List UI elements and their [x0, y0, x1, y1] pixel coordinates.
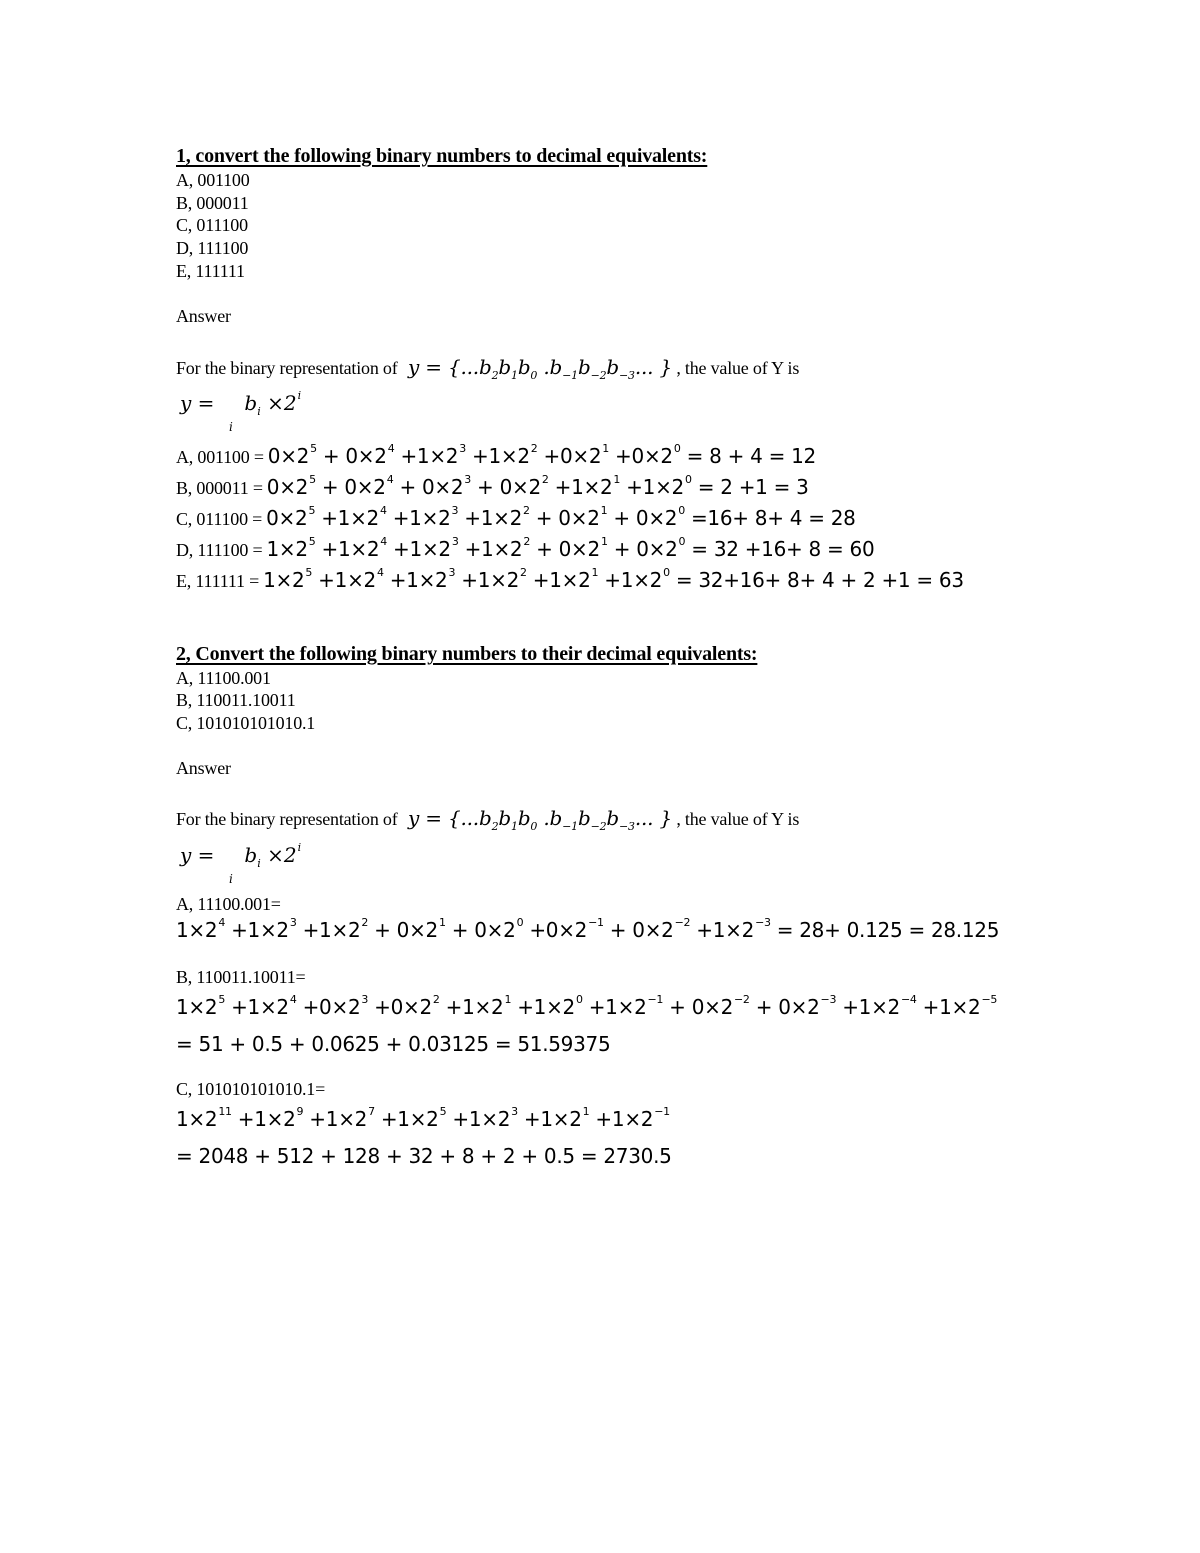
q2-solution-c-expr-1: $1\times 2^{11} +1\times 2^9 +1\times 2^7 +1\times 2^5 +1\times 2^3 +1\times 2^1 +1\times 2^{-1}$	[176, 1105, 670, 1131]
formula-term: $b_i \times 2^i$	[244, 389, 302, 418]
formula-b: b	[244, 843, 258, 867]
formula-lhs: y =	[180, 391, 215, 415]
rep-set-notation: $y = \{...b_2b_1b_0$ $.b_{-1}b_{-2}b_{-3}$... }	[401, 806, 673, 833]
q1-solution-d	[176, 535, 875, 561]
solution-expr: $0\times 2^5 +1\times 2^4 +1\times 2^3 +1\times 2^2 + 0\times 2^1 + 0\times 2^0 =16+ 8+ 4 = 28$	[266, 504, 856, 530]
q2-heading: 2, Convert the following binary numbers to their decimal equivalents:	[176, 643, 758, 665]
q1-sum-formula	[176, 389, 302, 418]
q1-sum-index: i	[229, 420, 233, 434]
solution-expr: $0\times 2^5 + 0\times 2^4 +1\times 2^3 +1\times 2^2 +0\times 2^1 +0\times 2^0 = 8 + 4 = 12$	[267, 442, 816, 468]
rep-prefix: For the binary representation of	[176, 358, 398, 378]
q2-representation-line	[176, 806, 800, 833]
q2-solution-c-expr-2: = 2048 + 512 + 128 + 32 + 8 + 2 + 0.5 = 2730.5	[176, 1144, 672, 1168]
rep-suffix: , the value of Y is	[676, 358, 800, 378]
q2-sum-index: i	[229, 872, 233, 886]
q2-solution-c-label: C, 101010101010.1=	[176, 1079, 326, 1099]
rep-prefix: For the binary representation of	[176, 809, 398, 829]
q1-solution-a	[176, 442, 816, 468]
q1-solution-e	[176, 566, 964, 592]
q2-item-c: C, 101010101010.1	[176, 713, 316, 733]
q1-heading: 1, convert the following binary numbers to decimal equivalents:	[176, 145, 708, 167]
solution-label: E, 111111 =	[176, 571, 260, 591]
solution-expr: $0\times 2^5 + 0\times 2^4 + 0\times 2^3 + 0\times 2^2 +1\times 2^1 +1\times 2^0 = 2 +1 = 3$	[266, 473, 809, 499]
solution-label: A, 001100 =	[176, 447, 264, 467]
formula-lhs: y =	[180, 843, 215, 867]
q2-sum-formula	[176, 841, 302, 870]
q1-item-d: D, 111100	[176, 238, 249, 258]
solution-label: B, 000011 =	[176, 478, 263, 498]
q1-item-b: B, 000011	[176, 193, 249, 213]
q2-solution-b-label: B, 110011.10011=	[176, 967, 306, 987]
solution-label: D, 111100 =	[176, 540, 263, 560]
q1-answer-label: Answer	[176, 306, 231, 326]
solution-label: C, 011100 =	[176, 509, 263, 529]
q1-solution-b	[176, 473, 809, 499]
solution-expr: $1\times 2^5 +1\times 2^4 +1\times 2^3 +1\times 2^2 + 0\times 2^1 + 0\times 2^0 = 32 +16+ 8 = 60$	[266, 535, 875, 561]
formula-term: $b_i \times 2^i$	[244, 841, 302, 870]
q2-solution-b-expr-2: = 51 + 0.5 + 0.0625 + 0.03125 = 51.59375	[176, 1032, 611, 1056]
rep-set-notation: $y = \{...b_2b_1b_0$ $.b_{-1}b_{-2}b_{-3}$... }	[401, 355, 673, 382]
q2-item-b: B, 110011.10011	[176, 690, 296, 710]
q2-solution-a-expr: $1\times 2^4 +1\times 2^3 +1\times 2^2 + 0\times 2^1 + 0\times 2^0 +0\times 2^{-1} + 0\times 2^{-2} +1\times 2^{-3} = 28+ 0.125 = 28.125$	[176, 916, 1000, 942]
solution-expr: $1\times 2^5 +1\times 2^4 +1\times 2^3 +1\times 2^2 +1\times 2^1 +1\times 2^0 = 32+16+ 8+ 4 + 2 +1 = 63$	[263, 566, 964, 592]
q1-representation-line	[176, 355, 800, 382]
q1-solution-c	[176, 504, 856, 530]
q1-item-a: A, 001100	[176, 170, 250, 190]
q1-item-e: E, 111111	[176, 261, 245, 281]
q2-answer-label: Answer	[176, 758, 231, 778]
q2-item-a: A, 11100.001	[176, 668, 271, 688]
formula-b: b	[244, 391, 258, 415]
q1-item-c: C, 011100	[176, 215, 248, 235]
q2-solution-b-expr-1: $1\times 2^5 +1\times 2^4 +0\times 2^3 +0\times 2^2 +1\times 2^1 +1\times 2^0 +1\times 2^{-1} + 0\times 2^{-2} + 0\times 2^{-3} +1\times 2^{-4} +1\times 2^{-5}$	[176, 993, 998, 1019]
rep-suffix: , the value of Y is	[676, 809, 800, 829]
q2-solution-a-label: A, 11100.001=	[176, 894, 281, 914]
